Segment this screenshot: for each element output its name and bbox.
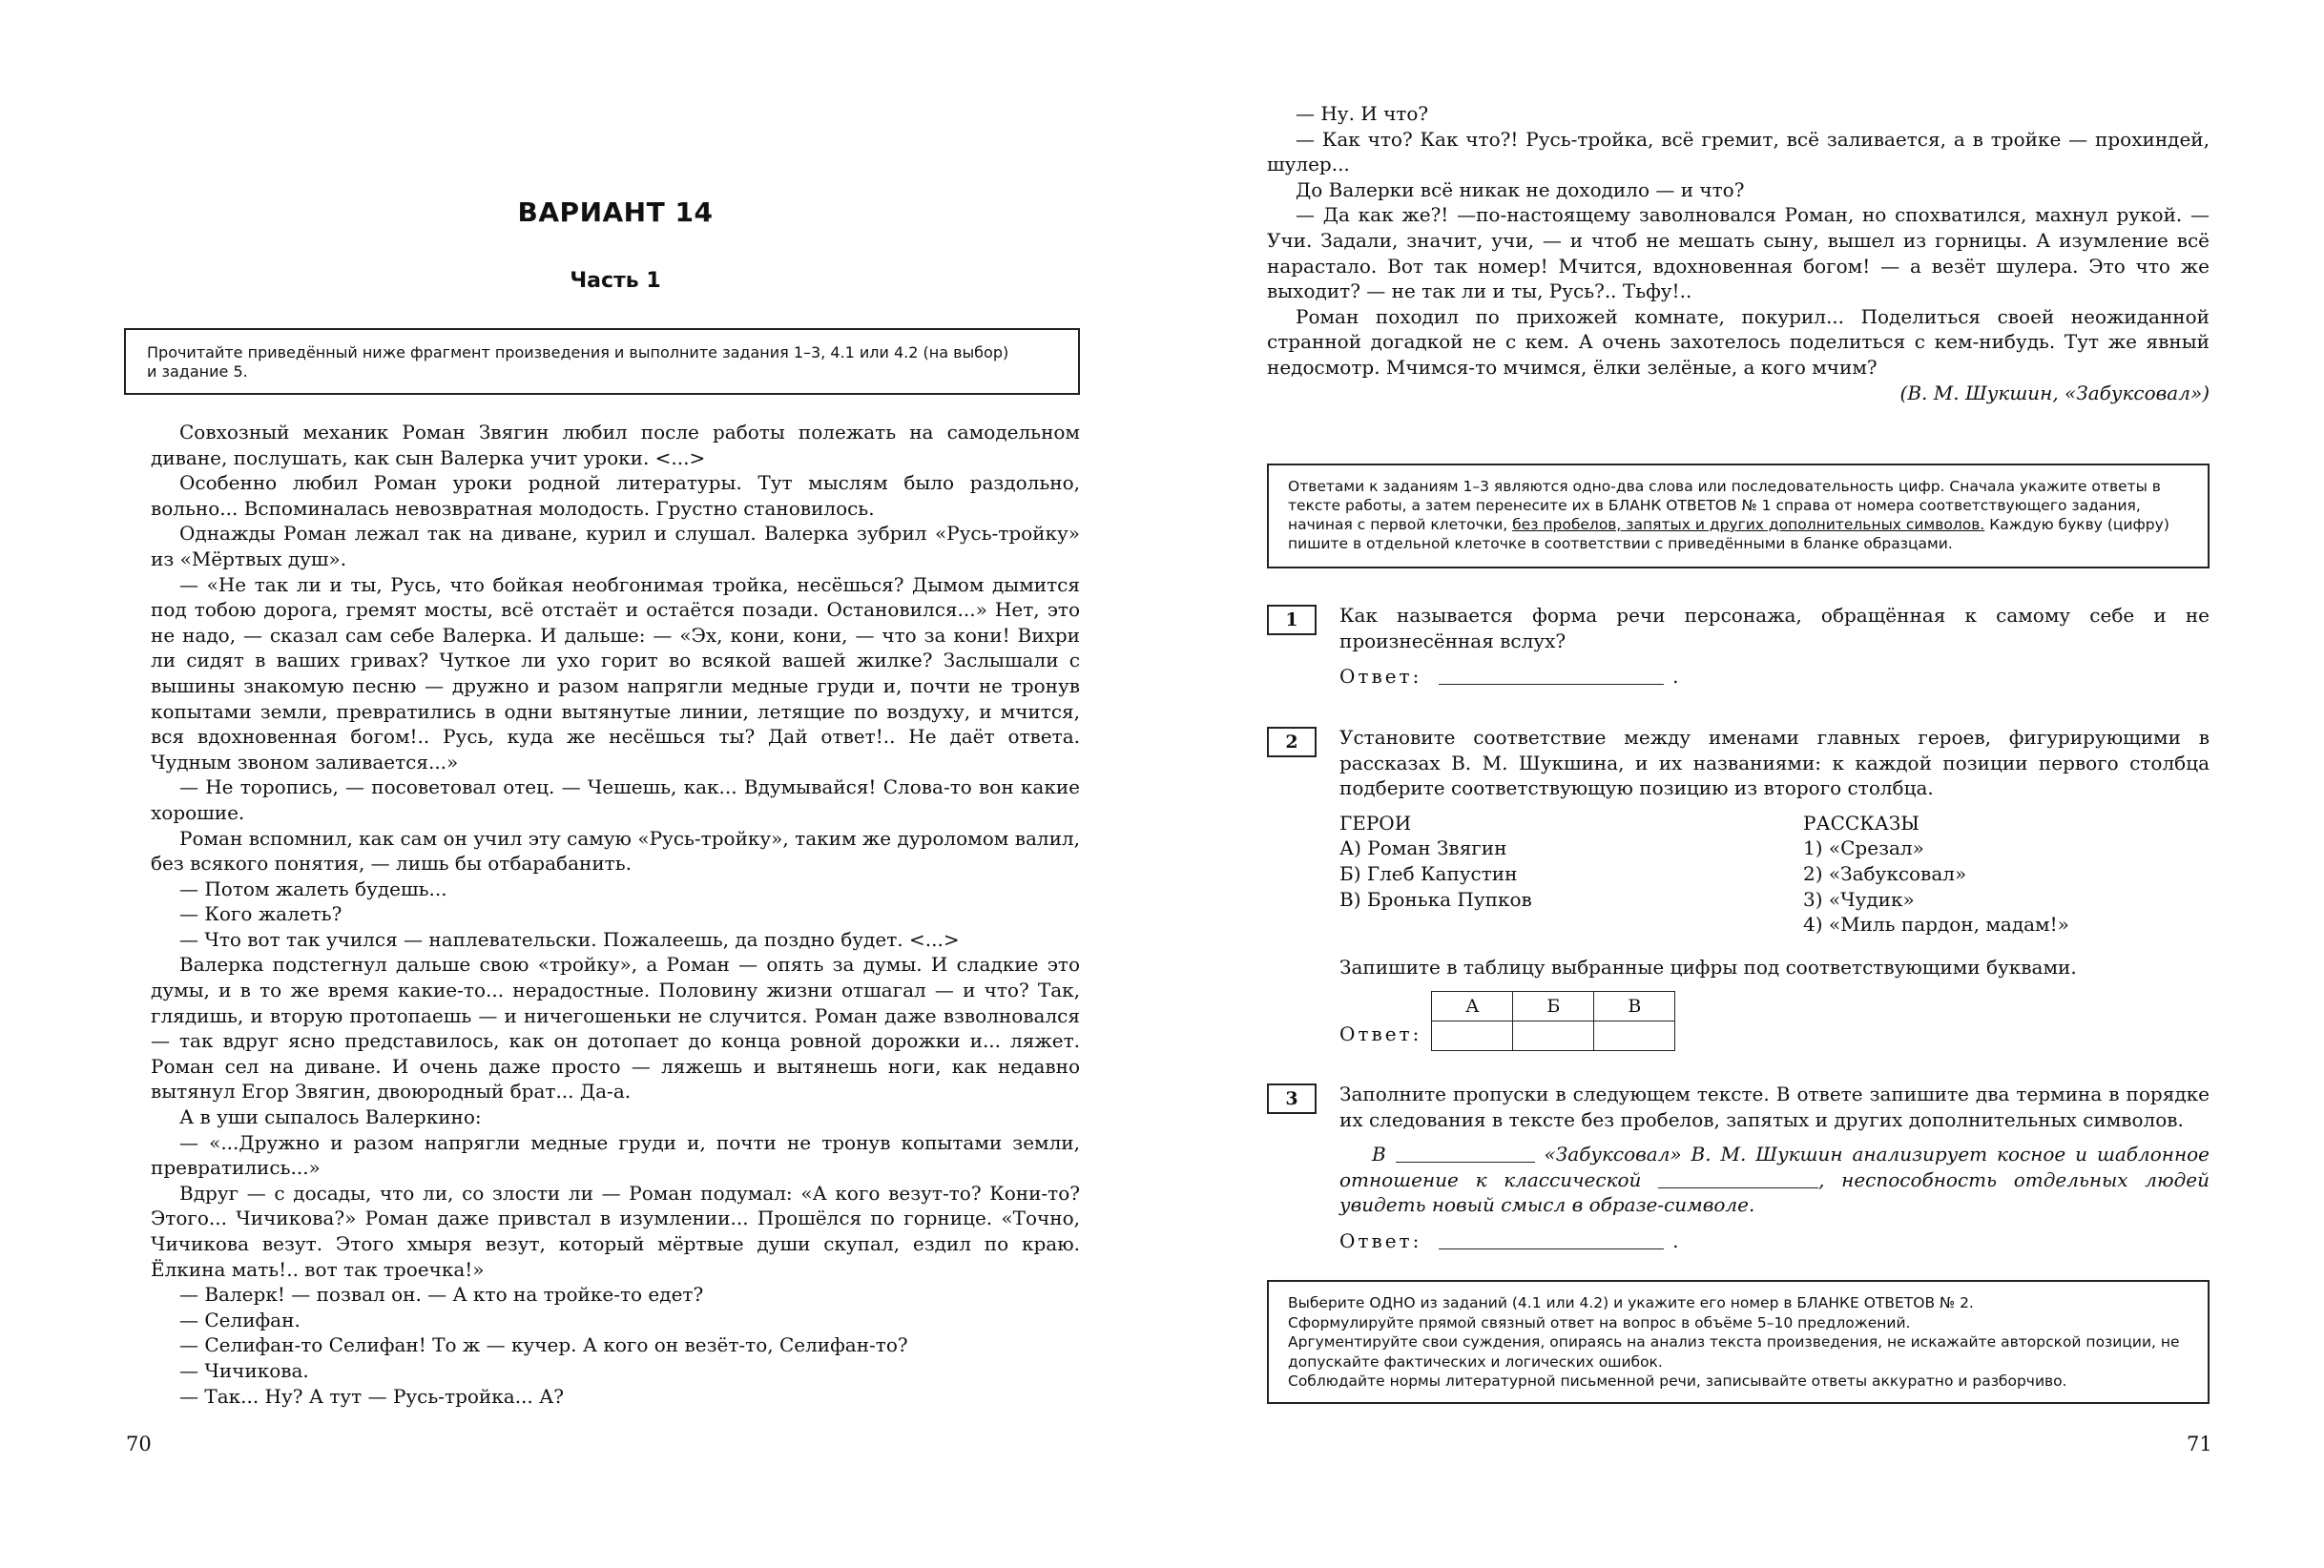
paragraph: — Селифан-то Селифан! То ж — кучер. А кого он везёт-то, Селифан-то? [179,1333,908,1357]
task-1 [1267,603,2210,690]
table-note: Запишите в таблицу выбранные цифры под соответствующими буквами. [1339,955,2077,979]
paragraph: — Не торопись, — посоветовал отец. — Чешешь, как... Вдумывайся! Слова-то вон какие хорошие. [151,775,1080,824]
instruction-line: Соблюдайте нормы литературной письменной речи, записывайте ответы аккуратно и разборчиво. [1288,1372,2067,1390]
list-item: В) Бронька Пупков [1339,887,1532,911]
list-item: А) Роман Звягин [1339,836,1507,860]
answer-end: . [1672,665,1682,689]
paragraph: До Валерки всё никак не доходило — и что? [1296,177,1745,201]
list-item: 1) «Срезал» [1803,836,1924,860]
column-heading: ГЕРОИ [1339,811,1412,835]
variant-title: ВАРИАНТ 14 [517,196,714,228]
paragraph: Валерка подстегнул дальше свою «тройку», а Роман — опять за думы. И сладкие это думы, и в то же время какие-то... нерадостные. Половину жизни отшагал — и что? Так, глядишь, и вторую протопаешь — и ничегошеньки не случится. Роман даже взволновался — так вдруг ясно представилось, как он дотопает до конца ровной дорожки и... ляжет. Роман сел на диване. И очень даже просто — ляжешь и вытянешь ноги, как недавно вытянул Егор Звягин, двоюродный брат... Да-а. [151,953,1080,1104]
column-heading: РАССКАЗЫ [1803,811,1919,835]
gap-blank[interactable] [1658,1168,1818,1188]
list-item: 2) «Забуксовал» [1803,861,1967,885]
paragraph: Совхозный механик Роман Звягин любил после работы полежать на самодельном диване, послушать, как сын Валерка учит уроки. <...> [151,421,1080,469]
instruction-line: Сформулируйте прямой связный ответ на вопрос в объёме 5–10 предложений. [1288,1313,1911,1331]
paragraph: — «Не так ли и ты, Русь, что бойкая необгонимая тройка, несёшься? Дымом дымится под тобою дорога, гремят мосты, всё отстаёт и остаётся позади. Остановился...» Нет, это не надо, — сказал сам себе Валерка. И дальше: — «Эх, кони, кони, — что за кони! Вихри ли сидят в ваших гривах? Чуткое ли ухо горит во всякой вашей жилке? Заслышали с вышины знакомую песню — дружно и разом напрягли медные груди и, почти не тронув копытами земли, превратились в одни вытянутые линии, летящие по воздуху, и мчится, вся вдохновенная богом!.. Русь, куда же несёшься ты? Дай ответ!.. Не даёт ответа. Чудным звоном заливается...» [151,572,1080,774]
answer-label: Ответ: [1339,1228,1422,1252]
answer-table [1431,991,1675,1051]
page-number-right: 71 [2187,1433,2212,1455]
gap-fill-text [1339,1142,2210,1218]
list-item: 3) «Чудик» [1803,887,1915,911]
table-header-a: А [1432,992,1513,1021]
answer-end: . [1672,1228,1682,1252]
answer-cell[interactable] [1432,1021,1513,1051]
instruction-line: Прочитайте приведённый ниже фрагмент произведения и выполните задания 1–3, 4.1 или 4.2 (на выбор) [147,343,1009,361]
gap-text: В [1372,1143,1386,1166]
paragraph: — Ну. И что? [1296,102,1429,125]
matching-columns [1339,811,2210,938]
answer-line [1339,663,2210,690]
list-item: Б) Глеб Капустин [1339,861,1518,885]
instruction-line: Выберите ОДНО из заданий (4.1 или 4.2) и укажите его номер в БЛАНКЕ ОТВЕТОВ № 2. [1288,1294,1974,1311]
reading-instruction-box [124,328,1080,395]
table-header-v: В [1594,992,1675,1021]
answer-blank[interactable] [1439,663,1664,685]
answer-line [1339,1228,2210,1254]
heroes-column [1339,811,1803,938]
answer-cell[interactable] [1513,1021,1594,1051]
instruction-line: Аргументируйте свои суждения, опираясь на анализ текста произведения, не искажайте авторской позиции, не допускайте фактических и логических ошибок. [1288,1333,2180,1371]
paragraph: Вдруг — с досады, что ли, со злости ли — Роман подумал: «А кого везут-то? Кони-то? Этого... Чичикова?» Роман даже привстал в изумлении... Прошёлся по горнице. «Точно, Чичикова везут. Этого хмыря везут, который мёртвые души скупал, ездил по краю. Ёлкина мать!.. вот так троечка!» [151,1181,1080,1281]
list-item: 4) «Миль пардон, мадам!» [1803,913,2069,937]
task-number: 1 [1267,605,1317,635]
answer-label: Ответ: [1339,1021,1422,1045]
task-number: 3 [1267,1083,1317,1114]
right-page [1162,0,2324,1568]
gap-blank[interactable] [1396,1143,1535,1163]
paragraph: Роман вспомнил, как сам он учил эту самую «Русь-тройку», таким же дуроломом валил, без всякого понятия, — лишь бы отбарабанить. [151,826,1080,876]
task-question: Как называется форма речи персонажа, обращённая к самому себе и не произнесённая вслух? [1339,604,2210,652]
answer-cell[interactable] [1594,1021,1675,1051]
instruction-underlined-text: без пробелов, запятых и других дополнительных символов. [1512,516,1985,533]
instruction-text: Ответами к заданиям 1–3 являются одно-два слова или последовательность цифр. Сначала укажите ответы в тексте работы, а затем перенесите их в БЛАНК ОТВЕТОВ № 1 справа от номера соответствующего задания, начиная с первой клеточки, [1288,478,2161,533]
paragraph: — Что вот так учился — наплевательски. Пожалеешь, да поздно будет. <...> [179,927,960,951]
attribution: (В. М. Шукшин, «Забуксовал») [1899,381,2210,404]
paragraph: — Селифан. [179,1308,301,1331]
table-header-b: Б [1513,992,1594,1021]
essay-instruction-box [1267,1280,2210,1404]
paragraph: А в уши сыпалось Валеркино: [179,1105,482,1129]
part-title: Часть 1 [570,269,661,293]
paragraph: — Потом жалеть будешь... [179,877,447,900]
task-number: 2 [1267,727,1317,757]
paragraph: — Кого жалеть? [179,902,342,926]
story-text-left [151,420,1080,1409]
answer-table-row [1339,991,2210,1051]
paragraph: — Валерк! — позвал он. — А кто на тройке-то едет? [179,1283,704,1307]
answer-instruction-box [1267,464,2210,568]
page-number-left: 70 [126,1433,152,1455]
paragraph: — «...Дружно и разом напрягли медные груди и, почти не тронув копытами земли, превратились...» [151,1130,1080,1180]
paragraph: — Чичикова. [179,1358,309,1382]
stories-column [1803,811,2210,938]
paragraph: Особенно любил Роман уроки родной литературы. Тут мыслям было раздольно, вольно... Вспоминалась невозвратная молодость. Грустно становилось. [151,471,1080,520]
paragraph: Однажды Роман лежал так на диване, курил и слушал. Валерка зубрил «Русь-тройку» из «Мёртвых душ». [151,522,1080,570]
task-question: Заполните пропуски в следующем тексте. В ответе запишите два термина в порядке их следования в тексте без пробелов, запятых и других дополнительных символов. [1339,1083,2210,1131]
gap-text: «Забуксовал» В. М. Шукшин анализирует косное и шаблонное отношение к классической [1339,1143,2210,1191]
answer-blank[interactable] [1439,1228,1664,1249]
instruction-text: Каждую букву (цифру) пишите в отдельной клеточке в соответствии с приведёнными в бланке образцами. [1288,516,2169,552]
story-text-right [1267,101,2210,405]
answer-label: Ответ: [1339,665,1422,689]
paragraph: — Да как же?! —по-настоящему заволновался Роман, но спохватился, махнул рукой. — Учи. Задали, значит, учи, — и чтоб не мешать сыну, вышел из горницы. А изумление всё нарастало. Вот так номер! Мчится, вдохновенная богом! — а везёт шулера. Это что же выходит? — не так ли и ты, Русь?.. Тьфу!.. [1267,203,2210,303]
task-3 [1267,1082,2210,1254]
gap-text: , неспособность отдельных людей увидеть новый смысл в образе-символе. [1339,1167,2210,1217]
paragraph: — Как что? Как что?! Русь-тройка, всё гремит, всё заливается, а в тройке — прохиндей, шулер... [1267,127,2210,176]
task-question: Установите соответствие между именами главных героев, фигурирующими в рассказах В. М. Шукшина, и их названиями: к каждой позиции первого столбца подберите соответствующую позицию из второго столбца. [1339,726,2210,800]
instruction-line: и задание 5. [147,362,248,381]
paragraph: Роман походил по прихожей комнате, покурил... Поделиться своей неожиданной странной догадкой не с кем. А очень захотелось поделиться с кем-нибудь. Тут же явный недосмотр. Мчимся-то мчимся, ёлки зелёные, а кого мчим? [1267,304,2210,379]
task-2 [1267,725,2210,1051]
paragraph: — Так... Ну? А тут — Русь-тройка... А? [179,1384,564,1408]
